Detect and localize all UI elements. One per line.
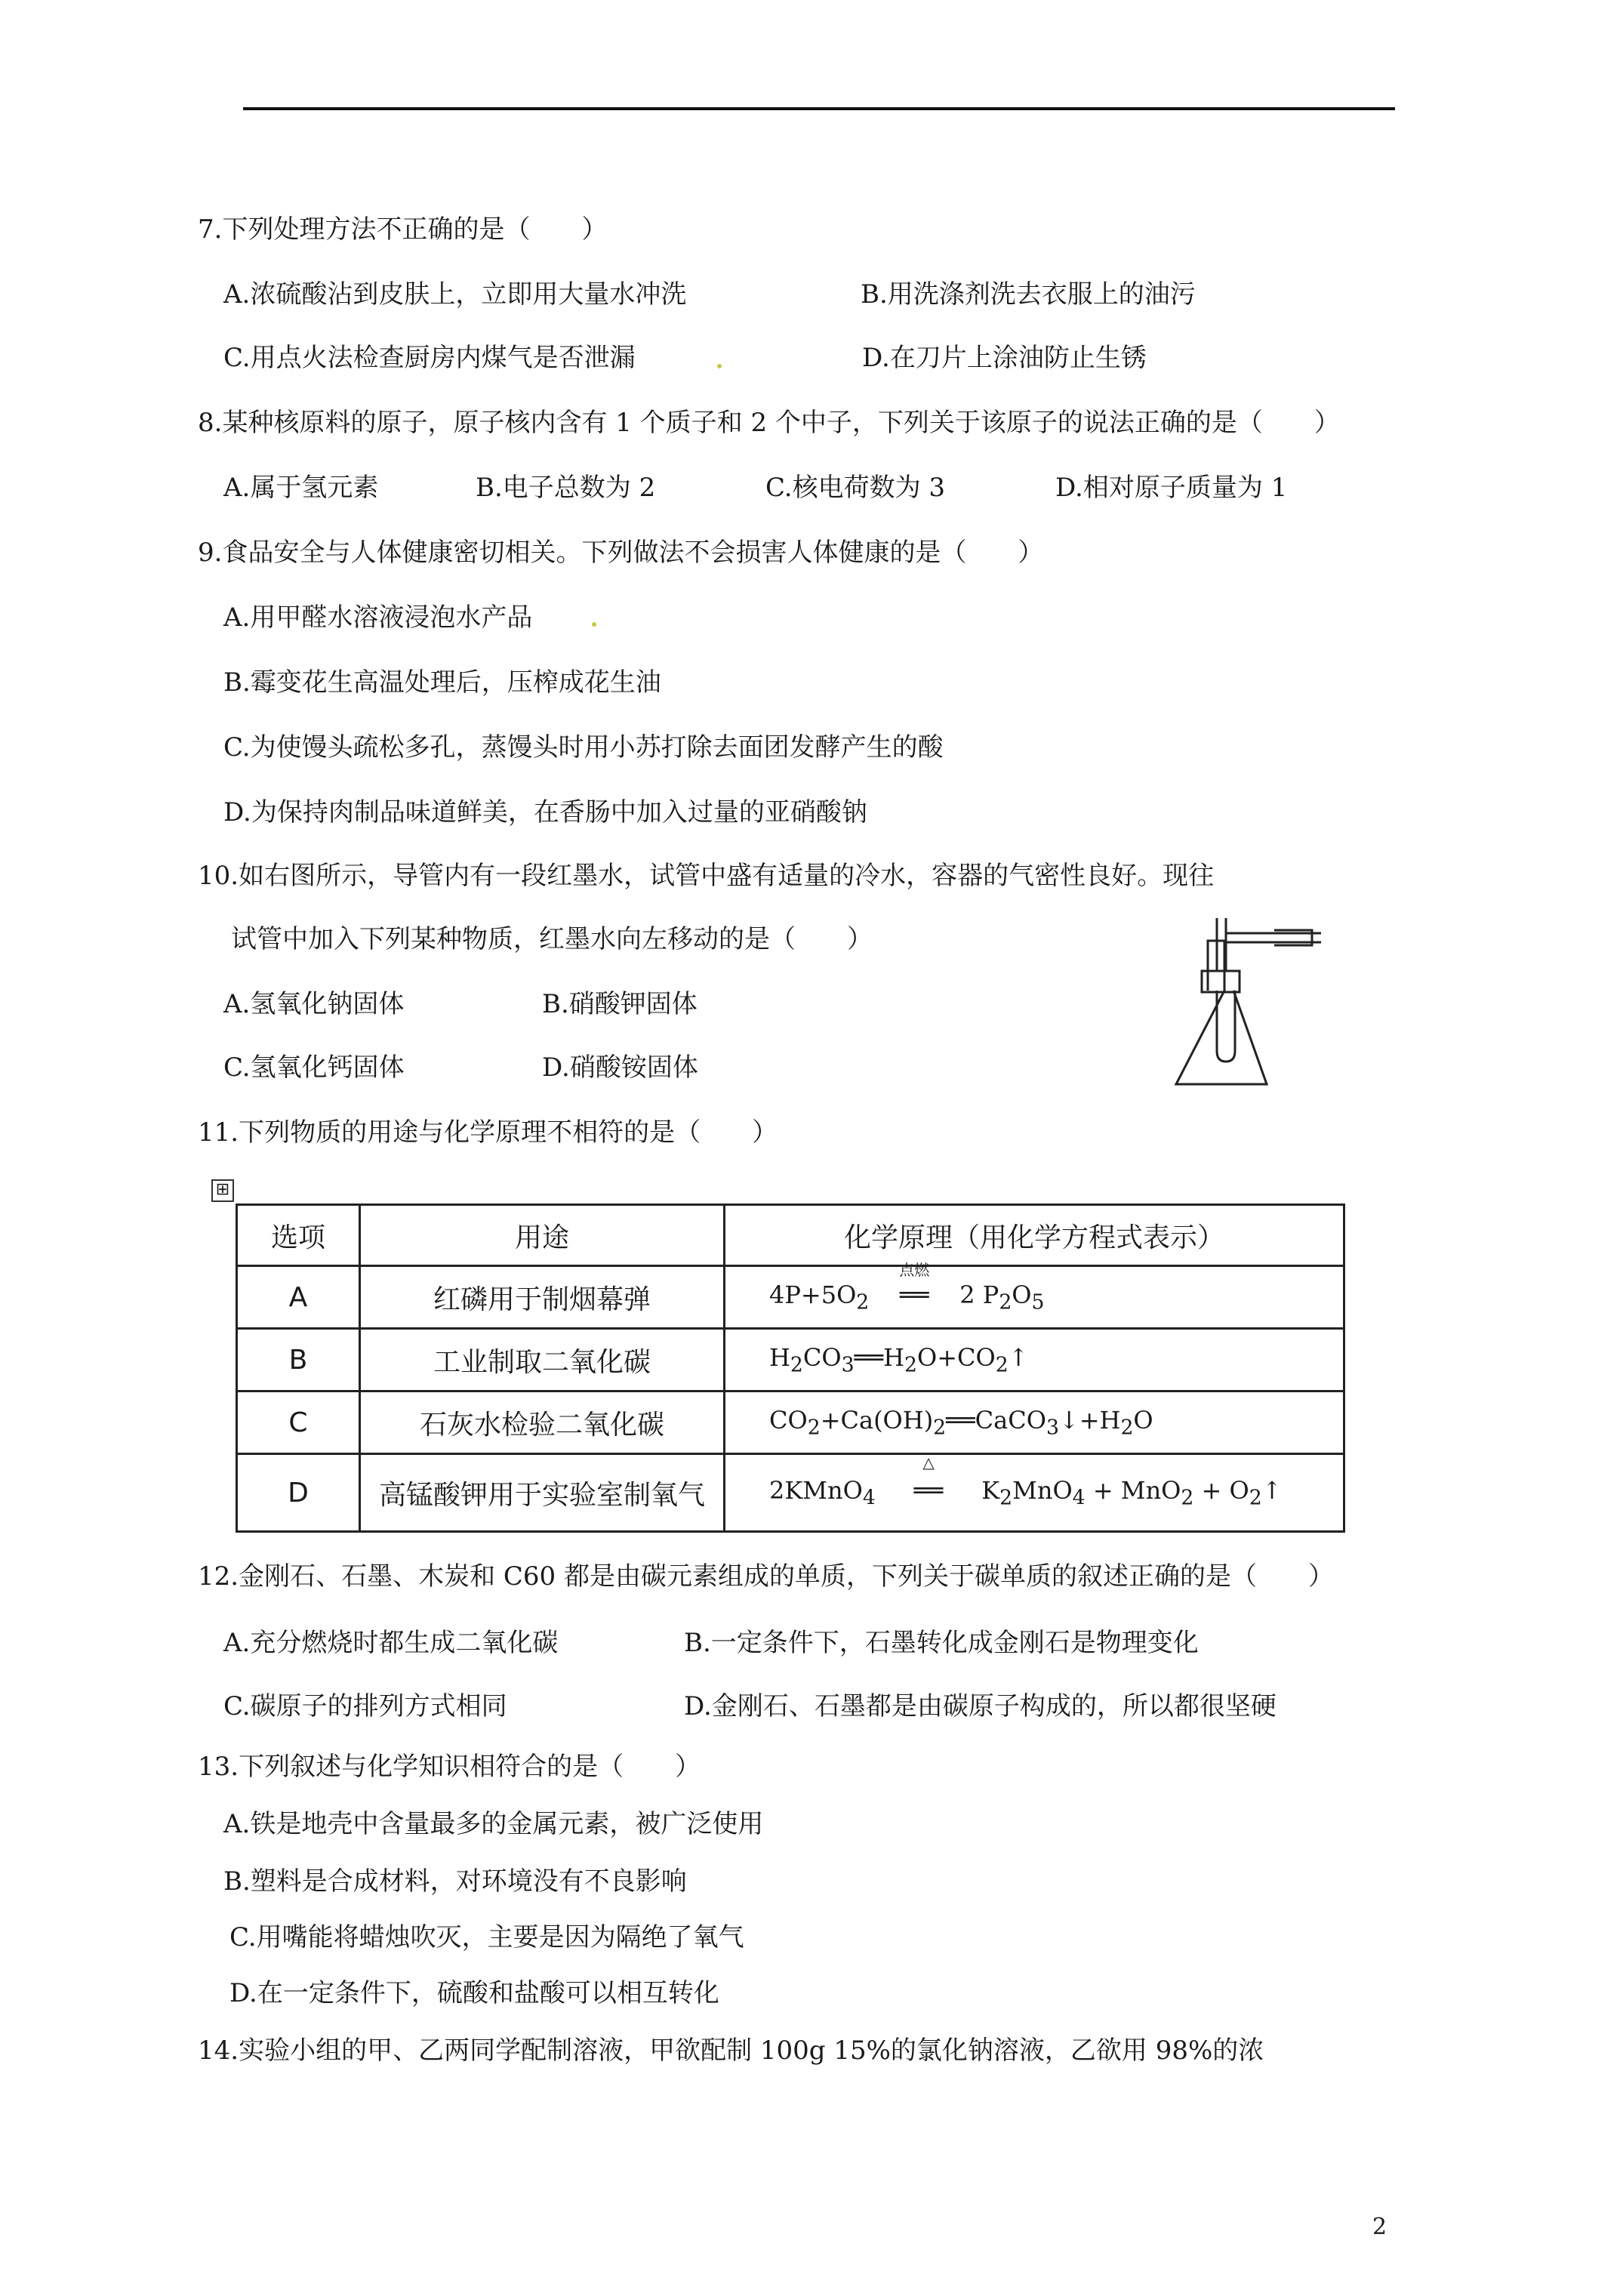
- question-13-option-d: D.在一定条件下，硫酸和盐酸可以相互转化: [229, 1978, 719, 2008]
- table-cell-option: D: [237, 1454, 360, 1532]
- scan-speck: [592, 622, 596, 627]
- table-header-principle: 化学原理（用化学方程式表示）: [725, 1205, 1344, 1266]
- question-7-option-a: A.浓硫酸沾到皮肤上，立即用大量水冲洗: [223, 279, 687, 310]
- reaction-condition: △: [922, 1453, 935, 1472]
- question-7-option-d: D.在刀片上涂油防止生锈: [862, 343, 1147, 373]
- question-12-option-b: B.一定条件下，石墨转化成金刚石是物理变化: [684, 1628, 1199, 1658]
- table-cell-equation: 2KMnO$_4$ △ ══ $K_2MnO_4 + MnO_2$ + $O_2↑$: [725, 1454, 1344, 1532]
- header-rule: [243, 107, 1395, 110]
- table-cell-use: 红磷用于制烟幕弹: [360, 1266, 725, 1329]
- question-8-option-a: A.属于氢元素: [223, 473, 379, 503]
- table-row: [237, 1391, 1344, 1454]
- table-cell-equation: $4P+5O_2$ 点燃 ══ 2 $P_2O_5$: [725, 1266, 1344, 1329]
- question-8-option-c: C.核电荷数为 3: [765, 473, 946, 503]
- page-number: 2: [1372, 2214, 1387, 2240]
- question-13-option-a: A.铁是地壳中含量最多的金属元素，被广泛使用: [223, 1809, 764, 1839]
- question-10-option-a: A.氢氧化钠固体: [223, 989, 405, 1019]
- question-10-option-d: D.硝酸铵固体: [542, 1052, 698, 1083]
- question-9-option-b: B.霉变花生高温处理后，压榨成花生油: [223, 667, 661, 698]
- question-11-table: [236, 1203, 1345, 1533]
- question-8-option-b: B.电子总数为 2: [476, 473, 656, 503]
- scan-speck: [717, 364, 722, 368]
- table-header-row: [237, 1205, 1344, 1266]
- table-cell-use: 石灰水检验二氧化碳: [360, 1391, 725, 1454]
- question-8-stem: 8.某种核原料的原子，原子核内含有 1 个质子和 2 个中子，下列关于该原子的说法正确的是（ ）: [198, 408, 1340, 438]
- question-9-option-d: D.为保持肉制品味道鲜美，在香肠中加入过量的亚硝酸钠: [223, 797, 867, 827]
- table-move-handle[interactable]: ⊞: [211, 1179, 234, 1202]
- table-row: [237, 1454, 1344, 1532]
- question-10-option-c: C.氢氧化钙固体: [223, 1052, 405, 1083]
- question-10-stem-continued: 试管中加入下列某种物质，红墨水向左移动的是（ ）: [231, 924, 873, 954]
- table-cell-equation: $H_2CO_3══H_2O+CO_2↑$: [725, 1329, 1344, 1391]
- question-8-option-d: D.相对原子质量为 1: [1055, 473, 1288, 503]
- table-cell-option: B: [237, 1329, 360, 1391]
- flask-apparatus-figure: [1161, 911, 1342, 1099]
- table-row: [237, 1266, 1344, 1329]
- question-12-stem: 12.金刚石、石墨、木炭和 C60 都是由碳元素组成的单质，下列关于碳单质的叙述正确的是（ ）: [198, 1561, 1334, 1592]
- table-cell-use: 工业制取二氧化碳: [360, 1329, 725, 1391]
- question-7-stem: 7.下列处理方法不正确的是（ ）: [198, 214, 608, 245]
- reaction-condition: 点燃: [899, 1260, 930, 1279]
- question-11-stem: 11.下列物质的用途与化学原理不相符的是（ ）: [198, 1117, 778, 1148]
- question-13-option-c: C.用嘴能将蜡烛吹灭，主要是因为隔绝了氧气: [229, 1922, 744, 1952]
- table-cell-equation: $CO_2+Ca(OH)_2══CaCO_3↓+H_2O$: [725, 1391, 1344, 1454]
- table-row: [237, 1329, 1344, 1391]
- question-12-option-a: A.充分燃烧时都生成二氧化碳: [223, 1628, 559, 1658]
- table-cell-use: 高锰酸钾用于实验室制氧气: [360, 1454, 725, 1532]
- question-12-option-d: D.金刚石、石墨都是由碳原子构成的，所以都很坚硬: [684, 1691, 1277, 1721]
- table-cell-option: A: [237, 1266, 360, 1329]
- question-10-stem: 10.如右图所示，导管内有一段红墨水，试管中盛有适量的冷水，容器的气密性良好。现往: [198, 861, 1215, 891]
- question-9-stem: 9.食品安全与人体健康密切相关。下列做法不会损害人体健康的是（ ）: [198, 538, 1044, 568]
- question-12-option-c: C.碳原子的排列方式相同: [223, 1691, 507, 1721]
- table-header-option: 选项: [237, 1205, 360, 1266]
- question-9-option-a: A.用甲醛水溶液浸泡水产品: [223, 603, 533, 633]
- question-13-option-b: B.塑料是合成材料，对环境没有不良影响: [223, 1866, 687, 1897]
- question-14-stem: 14.实验小组的甲、乙两同学配制溶液，甲欲配制 100g 15%的氯化钠溶液，乙欲用 98%的浓: [198, 2036, 1264, 2066]
- question-10-option-b: B.硝酸钾固体: [542, 989, 698, 1019]
- question-9-option-c: C.为使馒头疏松多孔，蒸馒头时用小苏打除去面团发酵产生的酸: [223, 732, 944, 763]
- question-13-stem: 13.下列叙述与化学知识相符合的是（ ）: [198, 1752, 701, 1782]
- table-cell-option: C: [237, 1391, 360, 1454]
- question-7-option-c: C.用点火法检查厨房内煤气是否泄漏: [223, 343, 636, 373]
- question-7-option-b: B.用洗涤剂洗去衣服上的油污: [861, 279, 1196, 310]
- table-header-use: 用途: [360, 1205, 725, 1266]
